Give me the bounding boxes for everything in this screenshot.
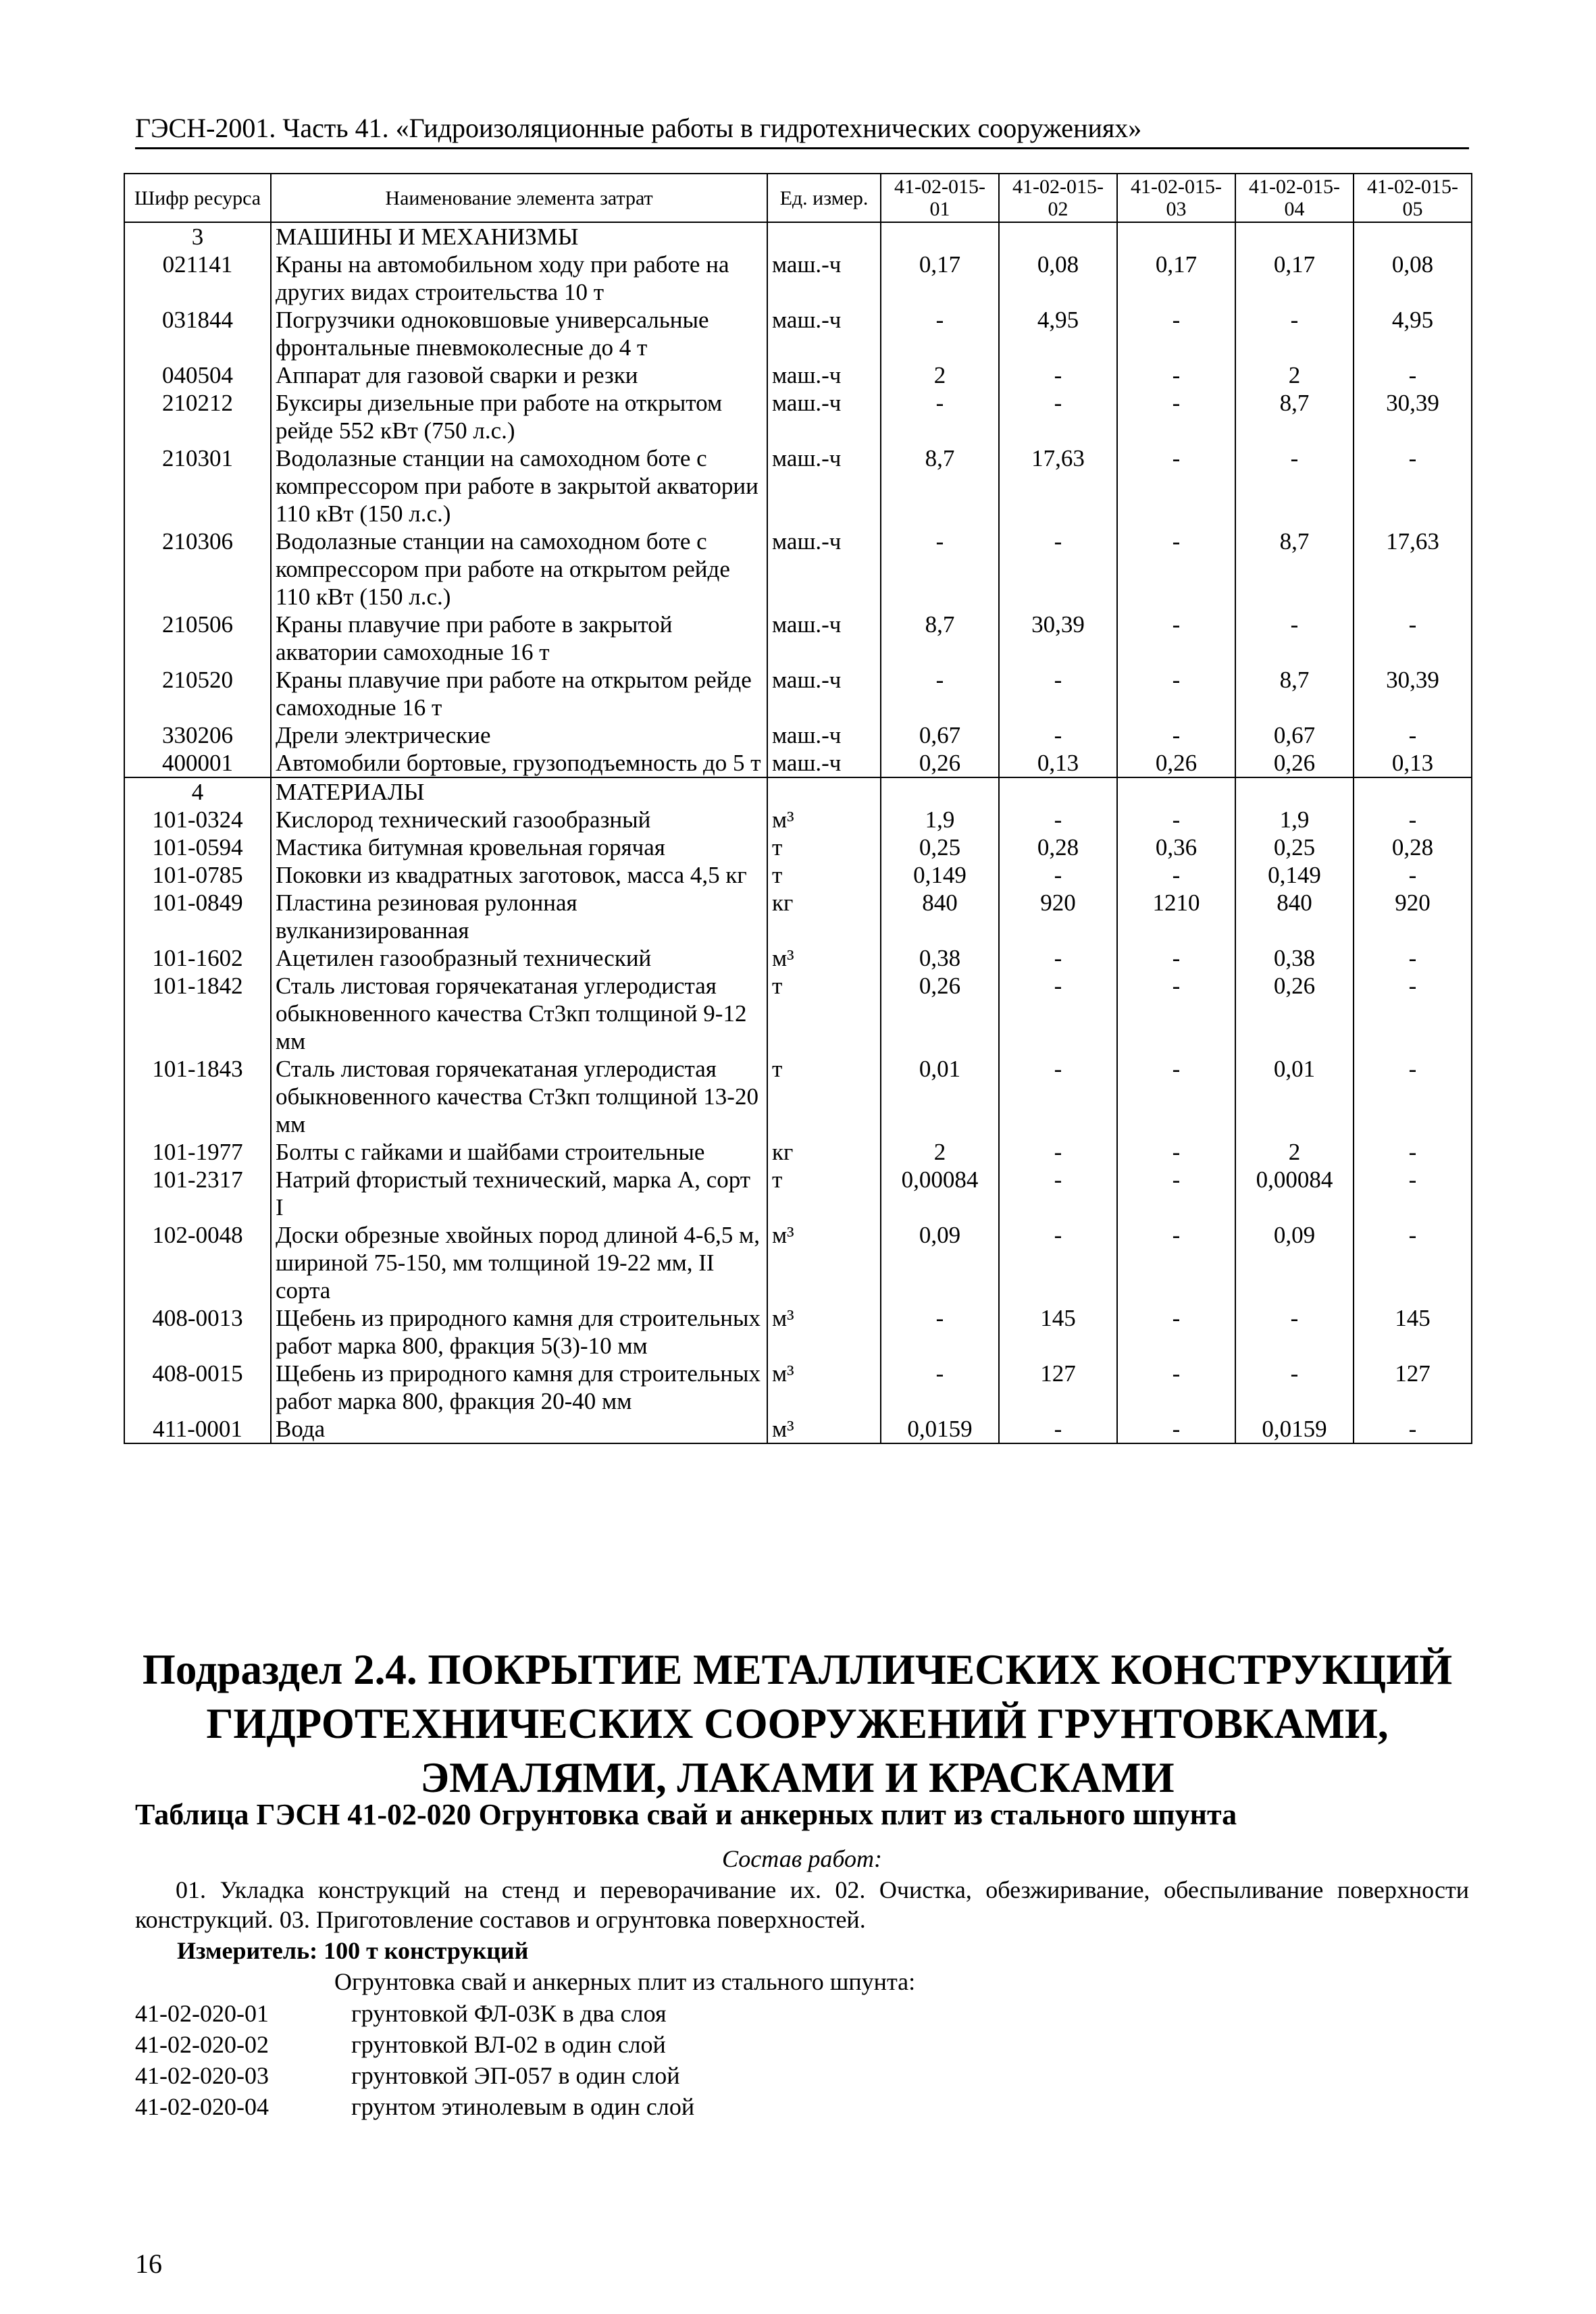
value-cell: - — [1354, 972, 1472, 1055]
value-cell: - — [1117, 806, 1235, 833]
value-cell: - — [1117, 361, 1235, 389]
value-cell: 127 — [1354, 1360, 1472, 1415]
resource-name: Ацетилен газообразный технический — [271, 944, 767, 972]
value-cell: 0,09 — [881, 1221, 999, 1304]
value-cell: 8,7 — [1235, 666, 1354, 721]
resource-unit: маш.-ч — [767, 528, 881, 611]
value-cell: 1210 — [1117, 889, 1235, 944]
resource-name: Водолазные станции на самоходном боте с компрессором при работе в закрытой акватории 110 кВт (150 л.с.) — [271, 444, 767, 528]
resource-unit: т — [767, 1166, 881, 1221]
table-row — [124, 528, 1472, 611]
value-cell: - — [1354, 806, 1472, 833]
resource-code: 101-0594 — [124, 833, 271, 861]
resource-unit: маш.-ч — [767, 361, 881, 389]
value-cell: - — [1354, 1166, 1472, 1221]
value-cell: 8,7 — [1235, 528, 1354, 611]
value-cell: - — [1354, 1055, 1472, 1138]
value-cell: - — [1117, 1360, 1235, 1415]
value-cell: - — [999, 666, 1117, 721]
header-code: Шифр ресурса — [124, 174, 271, 222]
empty-cell — [767, 222, 881, 251]
value-cell: - — [999, 389, 1117, 444]
value-cell: 0,00084 — [881, 1166, 999, 1221]
empty-cell — [881, 222, 999, 251]
value-cell: - — [1235, 444, 1354, 528]
table-row — [124, 389, 1472, 444]
resource-unit: м³ — [767, 1415, 881, 1443]
subsection-title: Подраздел 2.4. ПОКРЫТИЕ МЕТАЛЛИЧЕСКИХ КОНСТРУКЦИЙ ГИДРОТЕХНИЧЕСКИХ СООРУЖЕНИЙ ГРУНТОВКАМИ, ЭМАЛЯМИ, ЛАКАМИ И КРАСКАМИ — [142, 1646, 1453, 1801]
value-cell: - — [999, 1166, 1117, 1221]
value-cell: - — [881, 666, 999, 721]
value-cell: 0,01 — [881, 1055, 999, 1138]
resource-name: Кислород технический газообразный — [271, 806, 767, 833]
value-cell: - — [1235, 306, 1354, 361]
resource-unit: кг — [767, 889, 881, 944]
table-row — [124, 1415, 1472, 1443]
resource-code: 330206 — [124, 721, 271, 749]
value-cell: 30,39 — [1354, 666, 1472, 721]
resource-unit: м³ — [767, 806, 881, 833]
value-cell: - — [1117, 944, 1235, 972]
value-cell: 0,36 — [1117, 833, 1235, 861]
table-row — [124, 611, 1472, 666]
table-row — [124, 1304, 1472, 1360]
resource-unit: маш.-ч — [767, 251, 881, 306]
resource-unit: т — [767, 972, 881, 1055]
resource-name: Вода — [271, 1415, 767, 1443]
table-body — [124, 222, 1472, 1443]
value-cell: - — [999, 861, 1117, 889]
value-cell: 0,13 — [999, 749, 1117, 777]
empty-cell — [881, 777, 999, 806]
resource-code: 101-1842 — [124, 972, 271, 1055]
header-col-4: 41-02-015-04 — [1235, 174, 1354, 222]
table-row — [124, 361, 1472, 389]
resource-name: Водолазные станции на самоходном боте с компрессором при работе на открытом рейде 110 кВт (150 л.с.) — [271, 528, 767, 611]
resource-unit: маш.-ч — [767, 389, 881, 444]
resource-name: Погрузчики одноковшовые универсальные фронтальные пневмоколесные до 4 т — [271, 306, 767, 361]
value-cell: - — [1354, 944, 1472, 972]
value-cell: - — [999, 1055, 1117, 1138]
item-text: грунтовкой ФЛ-03К в два слоя — [351, 2000, 667, 2027]
section-number: 4 — [124, 777, 271, 806]
resource-name: Аппарат для газовой сварки и резки — [271, 361, 767, 389]
value-cell: - — [1354, 1221, 1472, 1304]
item-code: 41-02-020-01 — [135, 2000, 269, 2027]
value-cell: - — [1117, 1221, 1235, 1304]
item-text: грунтовкой ВЛ-02 в один слой — [351, 2031, 666, 2058]
resource-name: Сталь листовая горячекатаная углеродистая обыкновенного качества Ст3кп толщиной 9-12 мм — [271, 972, 767, 1055]
value-cell: - — [1354, 1415, 1472, 1443]
table-title: Таблица ГЭСН 41-02-020 Огрунтовка свай и анкерных плит из стального шпунта — [135, 1798, 1237, 1831]
value-cell: - — [1354, 361, 1472, 389]
value-cell: - — [1117, 528, 1235, 611]
resource-code: 101-2317 — [124, 1166, 271, 1221]
resource-unit: т — [767, 833, 881, 861]
value-cell: 0,25 — [881, 833, 999, 861]
resource-code: 101-0849 — [124, 889, 271, 944]
resource-code: 101-0785 — [124, 861, 271, 889]
empty-cell — [1235, 222, 1354, 251]
resource-code: 210212 — [124, 389, 271, 444]
section-title: МАШИНЫ И МЕХАНИЗМЫ — [271, 222, 767, 251]
code-list — [135, 1998, 694, 2122]
value-cell: 4,95 — [1354, 306, 1472, 361]
value-cell: - — [881, 389, 999, 444]
resource-name: Буксиры дизельные при работе на открытом рейде 552 кВт (750 л.с.) — [271, 389, 767, 444]
resource-name: Доски обрезные хвойных пород длиной 4-6,5 м, шириной 75-150, мм толщиной 19-22 мм, II сорта — [271, 1221, 767, 1304]
code-list-item — [135, 1998, 694, 2029]
resource-code: 408-0013 — [124, 1304, 271, 1360]
value-cell: - — [1117, 389, 1235, 444]
value-cell: 0,26 — [881, 749, 999, 777]
value-cell: - — [999, 1415, 1117, 1443]
value-cell: 1,9 — [1235, 806, 1354, 833]
resource-unit: маш.-ч — [767, 444, 881, 528]
resource-unit: м³ — [767, 944, 881, 972]
value-cell: 0,26 — [1235, 749, 1354, 777]
value-cell: 8,7 — [881, 444, 999, 528]
table-row — [124, 666, 1472, 721]
resource-unit: маш.-ч — [767, 306, 881, 361]
value-cell: - — [881, 528, 999, 611]
resource-name: Краны на автомобильном ходу при работе на других видах строительства 10 т — [271, 251, 767, 306]
resource-name: Пластина резиновая рулонная вулканизированная — [271, 889, 767, 944]
resource-code: 408-0015 — [124, 1360, 271, 1415]
resource-unit: маш.-ч — [767, 611, 881, 666]
item-text: грунтом этинолевым в один слой — [351, 2093, 695, 2120]
table-row — [124, 889, 1472, 944]
codes-intro: Огрунтовка свай и анкерных плит из стального шпунта: — [334, 1968, 916, 1995]
header-col-5: 41-02-015-05 — [1354, 174, 1472, 222]
resource-name: Краны плавучие при работе на открытом рейде самоходные 16 т — [271, 666, 767, 721]
value-cell: 2 — [1235, 1138, 1354, 1166]
resource-code: 031844 — [124, 306, 271, 361]
value-cell: - — [1117, 306, 1235, 361]
value-cell: 0,67 — [1235, 721, 1354, 749]
value-cell: 0,00084 — [1235, 1166, 1354, 1221]
resource-name: Дрели электрические — [271, 721, 767, 749]
resource-unit: маш.-ч — [767, 721, 881, 749]
table-row — [124, 721, 1472, 749]
section-number: 3 — [124, 222, 271, 251]
resource-name: Щебень из природного камня для строительных работ марка 800, фракция 20-40 мм — [271, 1360, 767, 1415]
table-row — [124, 833, 1472, 861]
value-cell: 8,7 — [1235, 389, 1354, 444]
value-cell: - — [881, 1360, 999, 1415]
resource-unit: маш.-ч — [767, 666, 881, 721]
value-cell: 30,39 — [1354, 389, 1472, 444]
value-cell: 0,0159 — [1235, 1415, 1354, 1443]
empty-cell — [1354, 222, 1472, 251]
section-row — [124, 777, 1472, 806]
value-cell: 0,38 — [1235, 944, 1354, 972]
value-cell: - — [1354, 611, 1472, 666]
value-cell: - — [999, 806, 1117, 833]
value-cell: - — [1235, 1360, 1354, 1415]
section-row — [124, 222, 1472, 251]
empty-cell — [1354, 777, 1472, 806]
value-cell: 0,08 — [999, 251, 1117, 306]
value-cell: - — [1354, 1138, 1472, 1166]
value-cell: - — [1235, 1304, 1354, 1360]
value-cell: 145 — [999, 1304, 1117, 1360]
section-title: МАТЕРИАЛЫ — [271, 777, 767, 806]
value-cell: 0,67 — [881, 721, 999, 749]
resource-name: Автомобили бортовые, грузоподъемность до 5 т — [271, 749, 767, 777]
resource-name: Сталь листовая горячекатаная углеродистая обыкновенного качества Ст3кп толщиной 13-20 мм — [271, 1055, 767, 1138]
resource-unit: маш.-ч — [767, 749, 881, 777]
value-cell: 1,9 — [881, 806, 999, 833]
table-row — [124, 1360, 1472, 1415]
page-number: 16 — [135, 2248, 162, 2279]
table-row — [124, 306, 1472, 361]
header-unit: Ед. измер. — [767, 174, 881, 222]
table-row — [124, 251, 1472, 306]
value-cell: - — [1117, 721, 1235, 749]
value-cell: 840 — [881, 889, 999, 944]
resource-code: 021141 — [124, 251, 271, 306]
value-cell: 0,0159 — [881, 1415, 999, 1443]
value-cell: 0,13 — [1354, 749, 1472, 777]
value-cell: - — [1354, 444, 1472, 528]
value-cell: 0,28 — [999, 833, 1117, 861]
table-row — [124, 944, 1472, 972]
value-cell: 2 — [881, 361, 999, 389]
table-row — [124, 1055, 1472, 1138]
value-cell: - — [1235, 611, 1354, 666]
resource-unit: т — [767, 861, 881, 889]
table-header-row — [124, 174, 1472, 222]
value-cell: 0,28 — [1354, 833, 1472, 861]
code-list-item — [135, 2091, 694, 2122]
value-cell: 0,08 — [1354, 251, 1472, 306]
value-cell: - — [1117, 1055, 1235, 1138]
table-row — [124, 1138, 1472, 1166]
empty-cell — [999, 777, 1117, 806]
value-cell: - — [1117, 1415, 1235, 1443]
meter-line: Измеритель: 100 т конструкций — [177, 1937, 529, 1964]
resource-unit: м³ — [767, 1304, 881, 1360]
value-cell: 17,63 — [1354, 528, 1472, 611]
resource-code: 210506 — [124, 611, 271, 666]
resource-code: 411-0001 — [124, 1415, 271, 1443]
value-cell: - — [1117, 972, 1235, 1055]
resource-code: 101-1602 — [124, 944, 271, 972]
value-cell: - — [881, 1304, 999, 1360]
value-cell: - — [999, 944, 1117, 972]
item-code: 41-02-020-04 — [135, 2093, 269, 2120]
item-code: 41-02-020-02 — [135, 2031, 269, 2058]
resource-unit: м³ — [767, 1221, 881, 1304]
value-cell: 127 — [999, 1360, 1117, 1415]
resource-name: Мастика битумная кровельная горячая — [271, 833, 767, 861]
composition-text: 01. Укладка конструкций на стенд и переворачивание их. 02. Очистка, обезжиривание, обеспыливание поверхности конструкций. 03. Приготовление составов и огрунтовка поверхностей. — [135, 1876, 1469, 1933]
value-cell: - — [999, 1221, 1117, 1304]
value-cell: 0,149 — [881, 861, 999, 889]
resource-unit: т — [767, 1055, 881, 1138]
value-cell: - — [1117, 444, 1235, 528]
value-cell: 8,7 — [881, 611, 999, 666]
empty-cell — [1235, 777, 1354, 806]
value-cell: - — [1354, 721, 1472, 749]
value-cell: - — [999, 721, 1117, 749]
composition-heading: Состав работ: — [722, 1845, 882, 1872]
value-cell: - — [881, 306, 999, 361]
value-cell: 30,39 — [999, 611, 1117, 666]
value-cell: 4,95 — [999, 306, 1117, 361]
resource-name: Щебень из природного камня для строительных работ марка 800, фракция 5(3)-10 мм — [271, 1304, 767, 1360]
empty-cell — [1117, 777, 1235, 806]
value-cell: 0,01 — [1235, 1055, 1354, 1138]
resource-code: 101-0324 — [124, 806, 271, 833]
code-list-item — [135, 2029, 694, 2060]
value-cell: - — [1117, 861, 1235, 889]
code-list-item — [135, 2060, 694, 2091]
value-cell: 0,26 — [1117, 749, 1235, 777]
value-cell: 0,38 — [881, 944, 999, 972]
item-text: грунтовкой ЭП-057 в один слой — [351, 2062, 680, 2089]
value-cell: 17,63 — [999, 444, 1117, 528]
value-cell: 0,25 — [1235, 833, 1354, 861]
value-cell: 0,26 — [881, 972, 999, 1055]
running-head: ГЭСН-2001. Часть 41. «Гидроизоляционные работы в гидротехнических сооружениях» — [135, 112, 1469, 149]
header-name: Наименование элемента затрат — [271, 174, 767, 222]
value-cell: 920 — [1354, 889, 1472, 944]
value-cell: 920 — [999, 889, 1117, 944]
value-cell: - — [999, 361, 1117, 389]
value-cell: 840 — [1235, 889, 1354, 944]
resource-name: Краны плавучие при работе в закрытой акватории самоходные 16 т — [271, 611, 767, 666]
resource-code: 101-1977 — [124, 1138, 271, 1166]
value-cell: 2 — [881, 1138, 999, 1166]
value-cell: 0,17 — [1235, 251, 1354, 306]
table-row — [124, 749, 1472, 777]
value-cell: - — [1117, 1304, 1235, 1360]
resource-name: Поковки из квадратных заготовок, масса 4,5 кг — [271, 861, 767, 889]
resource-unit: м³ — [767, 1360, 881, 1415]
table-row — [124, 1166, 1472, 1221]
table-row — [124, 444, 1472, 528]
value-cell: 0,17 — [1117, 251, 1235, 306]
value-cell: 145 — [1354, 1304, 1472, 1360]
resource-code: 210306 — [124, 528, 271, 611]
resource-unit: кг — [767, 1138, 881, 1166]
value-cell: - — [1354, 861, 1472, 889]
value-cell: 2 — [1235, 361, 1354, 389]
resource-name: Болты с гайками и шайбами строительные — [271, 1138, 767, 1166]
value-cell: 0,149 — [1235, 861, 1354, 889]
value-cell: - — [999, 528, 1117, 611]
resource-code: 400001 — [124, 749, 271, 777]
value-cell: - — [999, 972, 1117, 1055]
resource-code: 102-0048 — [124, 1221, 271, 1304]
empty-cell — [999, 222, 1117, 251]
table-row — [124, 861, 1472, 889]
value-cell: 0,09 — [1235, 1221, 1354, 1304]
resource-code: 101-1843 — [124, 1055, 271, 1138]
table-row — [124, 1221, 1472, 1304]
resource-table — [124, 173, 1472, 1444]
value-cell: - — [1117, 1138, 1235, 1166]
value-cell: - — [1117, 666, 1235, 721]
header-col-2: 41-02-015-02 — [999, 174, 1117, 222]
empty-cell — [767, 777, 881, 806]
value-cell: - — [1117, 1166, 1235, 1221]
resource-code: 040504 — [124, 361, 271, 389]
resource-code: 210301 — [124, 444, 271, 528]
value-cell: 0,26 — [1235, 972, 1354, 1055]
value-cell: - — [999, 1138, 1117, 1166]
value-cell: 0,17 — [881, 251, 999, 306]
table-row — [124, 972, 1472, 1055]
item-code: 41-02-020-03 — [135, 2062, 269, 2089]
empty-cell — [1117, 222, 1235, 251]
resource-name: Натрий фтористый технический, марка А, сорт I — [271, 1166, 767, 1221]
resource-code: 210520 — [124, 666, 271, 721]
table-row — [124, 806, 1472, 833]
header-col-1: 41-02-015-01 — [881, 174, 999, 222]
value-cell: - — [1117, 611, 1235, 666]
header-col-3: 41-02-015-03 — [1117, 174, 1235, 222]
